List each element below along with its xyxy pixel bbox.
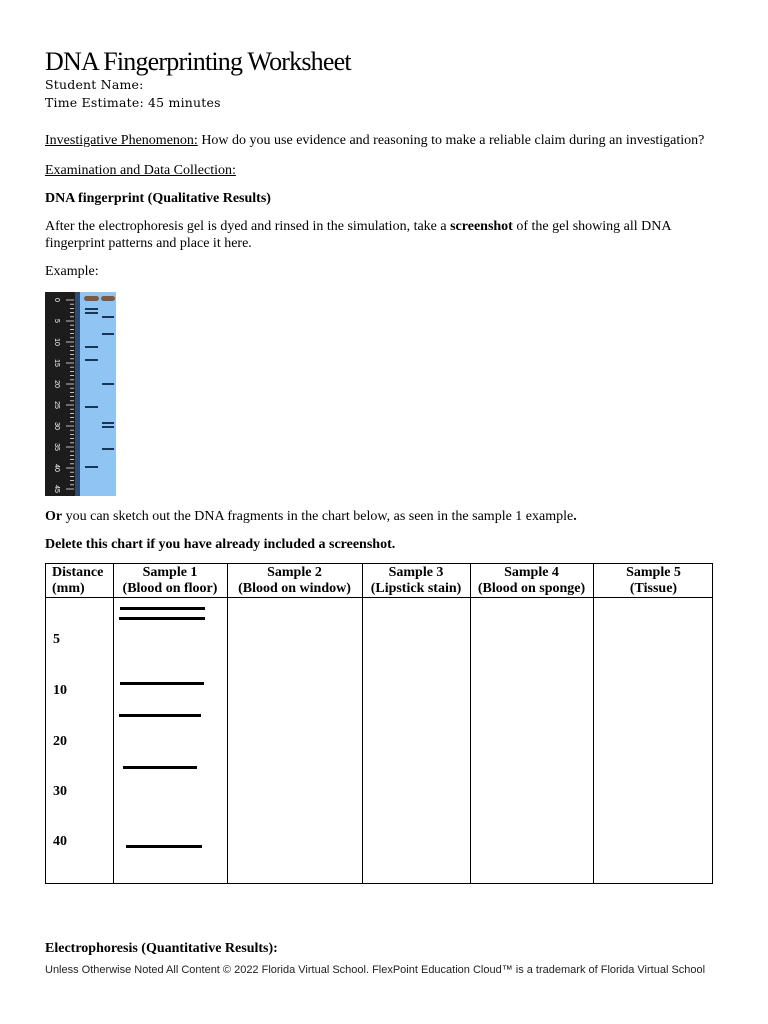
- table-col-divider: [113, 564, 114, 883]
- dna-sketch-table: [45, 563, 713, 884]
- page-title: DNA Fingerprinting Worksheet: [45, 47, 351, 76]
- example-label: Example:: [45, 264, 99, 279]
- phenomenon-paragraph: [45, 132, 725, 149]
- distance-label: 40: [53, 834, 67, 849]
- student-name-label: Student Name:: [45, 77, 144, 92]
- sketch-note: [45, 508, 725, 525]
- header-sample-1: Sample 1 (Blood on floor): [122, 565, 218, 596]
- instructions-text-2: of the gel showing all DNA fingerprint patterns and place it here.: [45, 219, 671, 251]
- dna-band: [119, 714, 201, 717]
- ruler-scale-label: 10: [53, 338, 61, 346]
- ruler-scale-label: 5: [53, 319, 61, 323]
- gel-example-image: [45, 292, 116, 496]
- table-header-divider: [46, 597, 712, 598]
- phenomenon-text: How do you use evidence and reasoning to make a reliable claim during an investigation?: [197, 133, 705, 148]
- table-col-divider: [362, 564, 363, 883]
- dna-band: [120, 682, 204, 685]
- distance-label: 5: [53, 632, 60, 647]
- header-sample-3: Sample 3 (Lipstick stain): [370, 565, 462, 596]
- header-distance: Distance (mm): [52, 565, 104, 596]
- header-sample-2: Sample 2 (Blood on window): [238, 565, 351, 596]
- instructions-bold: screenshot: [450, 219, 513, 234]
- copyright-footer: Unless Otherwise Noted All Content © 2022 Florida Virtual School. FlexPoint Education Cloud™ is a trademark of Florida Virtual School: [45, 964, 706, 976]
- ruler-scale-label: 35: [53, 443, 61, 451]
- table-col-divider: [227, 564, 228, 883]
- sketch-note-text: you can sketch out the DNA fragments in the chart below, as seen in the sample 1 example: [62, 509, 574, 524]
- table-col-divider: [470, 564, 471, 883]
- instructions-paragraph: [45, 218, 685, 252]
- section-heading: Examination and Data Collection:: [45, 163, 236, 178]
- dna-band: [120, 607, 205, 610]
- quantitative-heading: Electrophoresis (Quantitative Results):: [45, 941, 278, 956]
- header-sample-4: Sample 4 (Blood on sponge): [477, 565, 586, 596]
- instructions-text-1: After the electrophoresis gel is dyed and rinsed in the simulation, take a: [45, 219, 451, 234]
- ruler-scale-label: 30: [53, 422, 61, 430]
- ruler-scale-label: 40: [53, 464, 61, 472]
- sketch-note-end: .: [573, 509, 577, 524]
- sketch-note-bold: Or: [45, 509, 63, 524]
- time-estimate: Time Estimate: 45 minutes: [45, 95, 221, 110]
- dna-band: [126, 845, 202, 848]
- qualitative-heading: DNA fingerprint (Qualitative Results): [45, 191, 271, 206]
- ruler-scale-label: 45: [53, 485, 61, 493]
- ruler-scale-label: 20: [53, 380, 61, 388]
- delete-note: Delete this chart if you have already included a screenshot.: [45, 537, 396, 552]
- ruler-scale-label: 0: [53, 298, 61, 302]
- distance-label: 30: [53, 784, 67, 799]
- phenomenon-label: Investigative Phenomenon:: [45, 133, 198, 148]
- table-col-divider: [593, 564, 594, 883]
- ruler-scale-label: 25: [53, 401, 61, 409]
- distance-label: 20: [53, 734, 67, 749]
- dna-band: [119, 617, 205, 620]
- header-sample-5: Sample 5 (Tissue): [626, 565, 681, 596]
- ruler-scale-label: 15: [53, 359, 61, 367]
- dna-band: [123, 766, 197, 769]
- distance-label: 10: [53, 683, 67, 698]
